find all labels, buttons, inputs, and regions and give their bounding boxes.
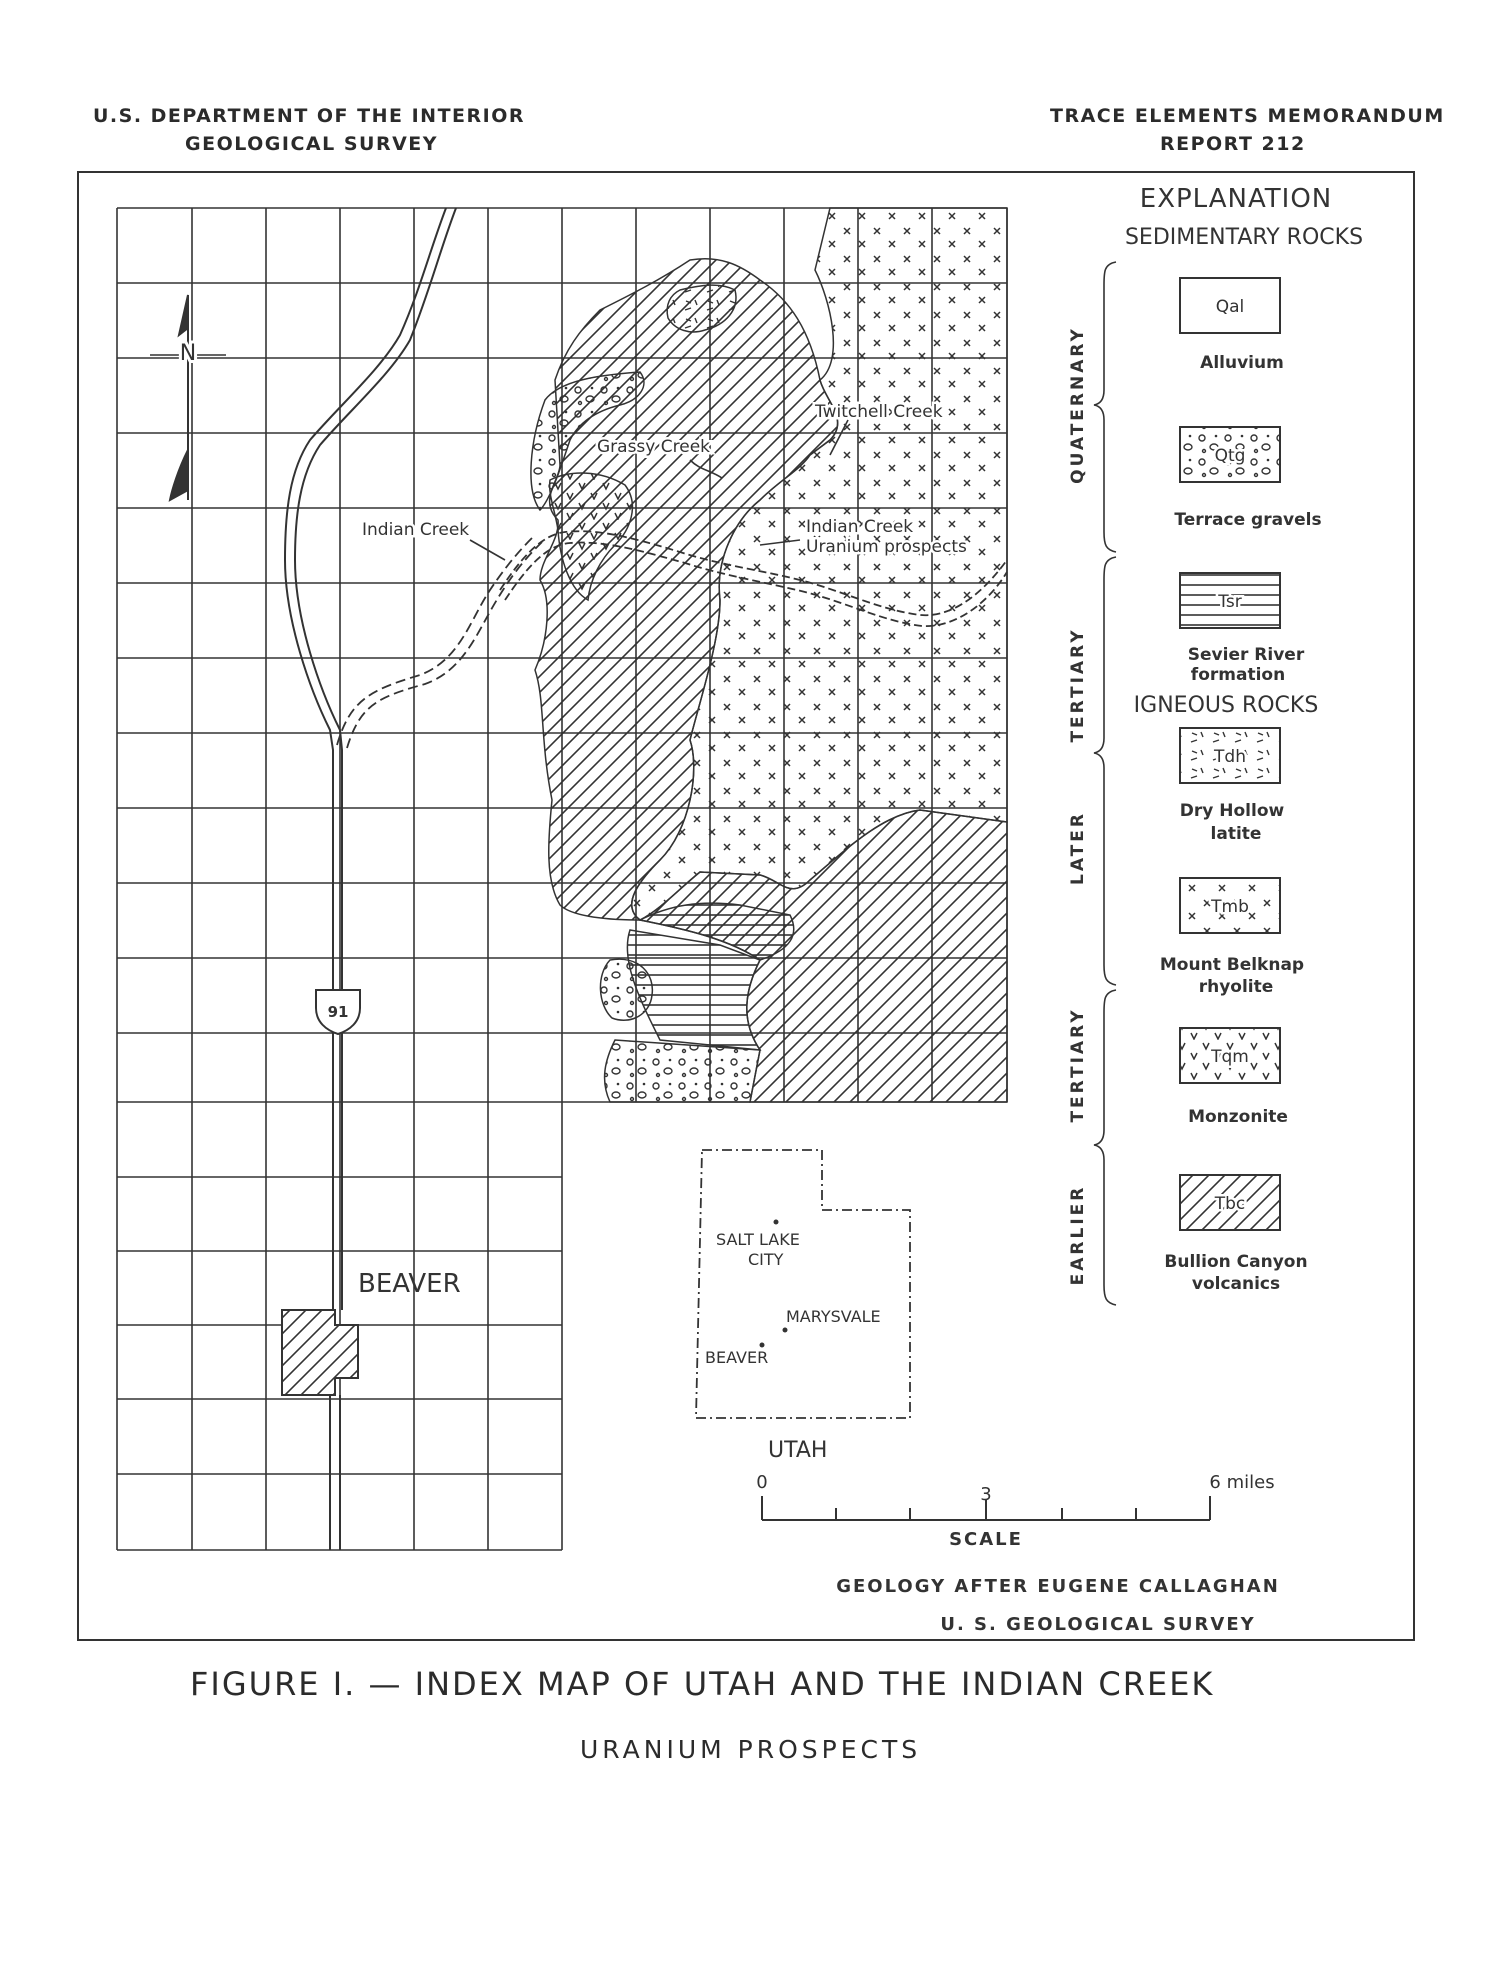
scale-tick-3: 3 <box>980 1484 992 1505</box>
figure-caption-line1: FIGURE I. — INDEX MAP OF UTAH AND THE INDIAN CREEK <box>190 1665 1215 1703</box>
legend-name-tqm: Monzonite <box>1188 1107 1288 1127</box>
north-label: N <box>179 341 197 366</box>
label-indian-creek: Indian Creek <box>362 520 470 540</box>
inset-city-city: CITY <box>748 1250 784 1269</box>
legend-name2-tdh: latite <box>1210 824 1262 844</box>
legend-code-qal: Qal <box>1215 297 1245 317</box>
beaver-town-block <box>282 1310 358 1395</box>
inset-city-marysvale: MARYSVALE <box>786 1307 881 1326</box>
legend-name-qal: Alluvium <box>1200 353 1284 373</box>
figure-caption-line2: URANIUM PROSPECTS <box>580 1735 922 1764</box>
north-arrow <box>150 295 226 500</box>
scale-tick-6: 6 miles <box>1209 1472 1275 1493</box>
inset-city-beaver: BEAVER <box>705 1348 769 1367</box>
legend-igneous-heading: IGNEOUS ROCKS <box>1133 693 1319 718</box>
legend-name2-tsr: formation <box>1190 665 1286 685</box>
agency-line2: GEOLOGICAL SURVEY <box>185 133 439 155</box>
legend-sedimentary-heading: SEDIMENTARY ROCKS <box>1124 225 1364 250</box>
legend-code-tmb: Tmb <box>1211 897 1249 917</box>
credit-line1: GEOLOGY AFTER EUGENE CALLAGHAN <box>836 1576 1280 1597</box>
label-grassy-creek: Grassy Creek <box>597 437 711 457</box>
label-beaver-town: BEAVER <box>358 1269 461 1299</box>
credit-line2: U. S. GEOLOGICAL SURVEY <box>940 1614 1256 1635</box>
geology-units <box>531 208 1007 1102</box>
unit-qtg-patch-south <box>605 1040 760 1102</box>
legend-name-tdh: Dry Hollow <box>1179 801 1285 821</box>
legend-code-qtg: Qtg <box>1214 446 1246 466</box>
legend <box>1068 184 1363 1305</box>
legend-age-tertiary-upper: TERTIARY <box>1068 627 1088 743</box>
label-prospects-line2: Uranium prospects <box>806 537 967 557</box>
highway-91-label: 91 <box>327 1003 349 1021</box>
unit-qtg-patch-west <box>600 959 652 1020</box>
legend-age-earlier: EARLIER <box>1068 1184 1088 1286</box>
legend-name-tmb: Mount Belknap <box>1159 955 1305 975</box>
legend-code-tbc: Tbc <box>1214 1194 1246 1214</box>
legend-code-tdh: Tdh <box>1214 747 1246 767</box>
scale-tick-0: 0 <box>756 1472 768 1493</box>
indian-creek-road <box>337 535 542 748</box>
legend-code-tsr: Tsr <box>1218 592 1242 612</box>
scale-label: SCALE <box>949 1529 1023 1550</box>
label-prospects-line1: Indian Creek <box>806 517 914 537</box>
label-twitchell-creek: Twitchell Creek <box>815 402 943 422</box>
report-number: REPORT 212 <box>1160 133 1306 155</box>
legend-age-quaternary: QUATERNARY <box>1068 326 1088 484</box>
report-series: TRACE ELEMENTS MEMORANDUM <box>1050 105 1445 127</box>
legend-code-tqm: Tqm <box>1211 1047 1249 1067</box>
legend-name-tbc: Bullion Canyon <box>1164 1252 1308 1272</box>
legend-name-tsr: Sevier River <box>1187 645 1305 665</box>
legend-title: EXPLANATION <box>1139 184 1333 214</box>
legend-name2-tmb: rhyolite <box>1198 977 1274 997</box>
legend-name-qtg: Terrace gravels <box>1174 510 1322 530</box>
utah-inset <box>696 1150 910 1463</box>
legend-age-tertiary-lower: TERTIARY <box>1068 1007 1088 1123</box>
inset-city-salt-lake: SALT LAKE <box>716 1230 800 1249</box>
legend-age-later: LATER <box>1068 811 1088 885</box>
legend-name2-tbc: volcanics <box>1191 1274 1281 1294</box>
agency-line1: U.S. DEPARTMENT OF THE INTERIOR <box>93 105 525 127</box>
inset-state-label: UTAH <box>768 1438 828 1463</box>
